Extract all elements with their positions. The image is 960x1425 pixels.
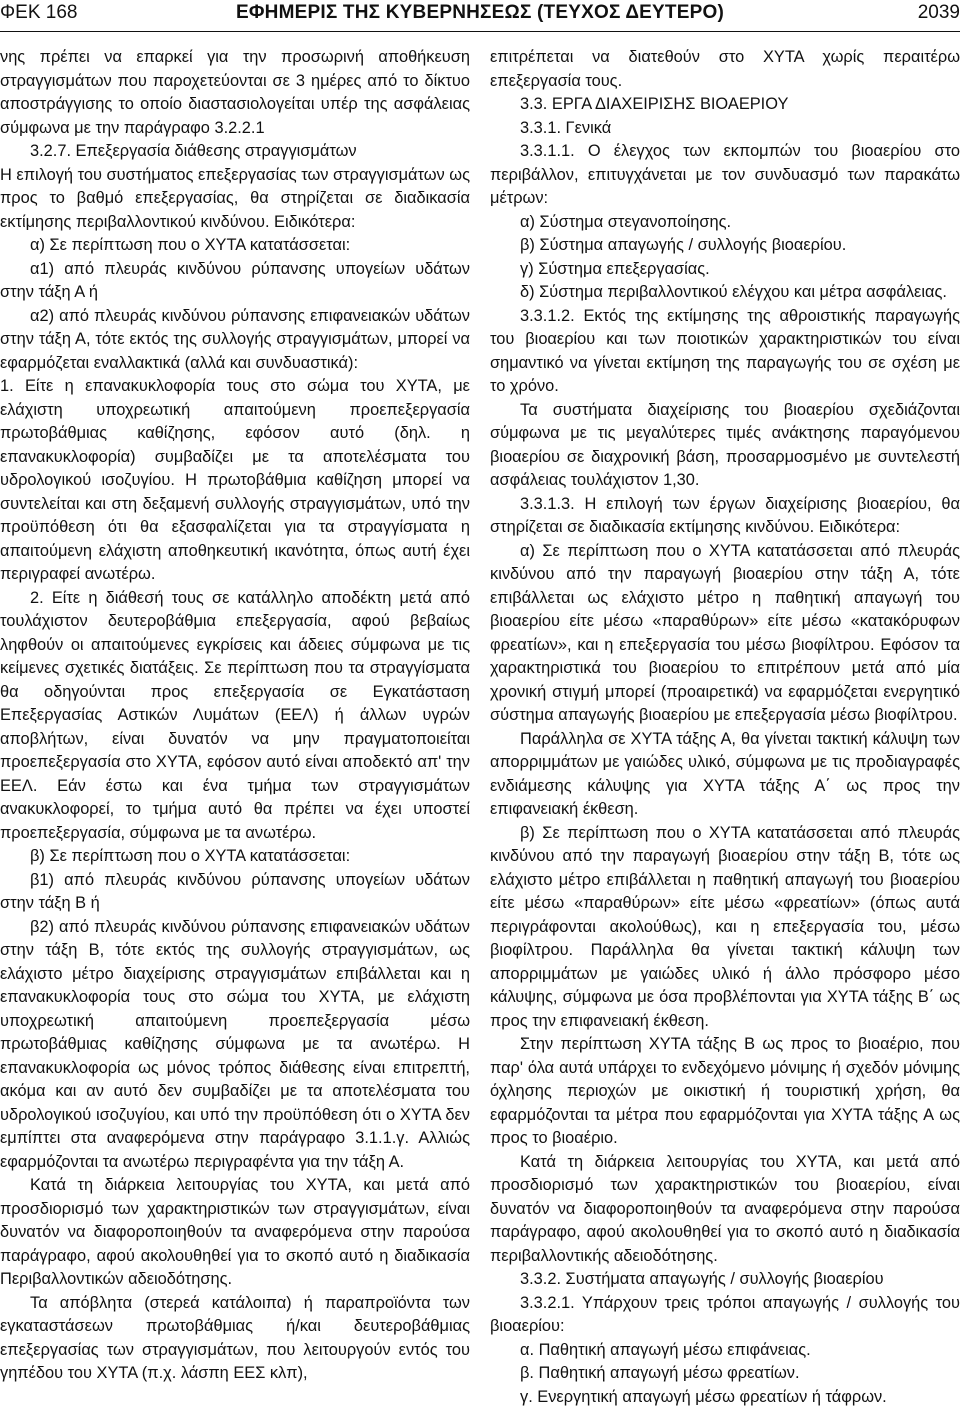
paragraph: α) Σύστημα στεγανοποίησης. bbox=[520, 212, 732, 231]
paragraph: νης πρέπει να επαρκεί για την προσωρινή αποθήκευση στραγγισμάτων που παροχετεύονται σε 3 ημέρες από το δίκτυο αποστράγγισης το οποίο διαστασιολογείται υπέρ της ασφάλειας σύμφωνα με την παράγραφο 3.2.2.1 bbox=[0, 48, 470, 137]
paragraph: 3.3.1.2. Εκτός της εκτίμησης της αθροιστικής παραγωγής του βιοαερίου και των ποιοτικών χαρακτηριστικών του είναι σημαντικό να γίνεται εκτίμηση της παραγωγής του σε σχέση με το χρόνο. bbox=[490, 306, 960, 395]
paragraph: α1) από πλευράς κινδύνου ρύπανσης υπογείων υδάτων στην τάξη Α ή bbox=[0, 259, 470, 301]
paragraph: β) Σύστημα απαγωγής / συλλογής βιοαερίου. bbox=[520, 236, 847, 254]
paragraph: Στην περίπτωση ΧΥΤΑ τάξης Β ως προς το βιοαέριο, που παρ' όλα αυτά υπάρχει το ενδεχόμενο μόνιμης ή σχεδόν μόνιμης όχλησης περιοχών με οικιστική ή τουριστική χρήση, θα εφαρμόζονται τα μέτρα που εφαρμόζονται για ΧΥΤΑ τάξης Α ως προς το βιοαέριο. bbox=[490, 1035, 960, 1147]
paragraph: δ) Σύστημα περιβαλλοντικού ελέγχου και μέτρα ασφάλειας. bbox=[520, 283, 947, 301]
paragraph: β) Σε περίπτωση που ο ΧΥΤΑ κατατάσσεται: bbox=[30, 847, 351, 865]
paragraph: γ. Ενεργητική απαγωγή μέσω φρεατίων ή τάφρων. bbox=[520, 1387, 887, 1406]
paragraph: 2. Είτε η διάθεσή τους σε κατάλληλο αποδέκτη μετά από τουλάχιστον δευτεροβάθμια επεξεργασία, αφού βεβαίως ληφθούν οι απαιτούμενες εγκρίσεις και άδειες σύμφωνα με τις κείμενες σχετικές διατάξεις. Σε περίπτωση που τα στραγγίσματα θα οδηγούνται προς επεξεργασία σε Εγκατάσταση Επεξεργασίας Αστικών Λυμάτων (ΕΕΛ) ή άλλων υγρών αποβλήτων, είναι δυνατόν να μην πραγματοποιείται προεπεξεργασία στο ΧΥΤΑ, εφόσον αυτό είναι αποδεκτό απ' την ΕΕΛ. Εάν έστω και ένα τμήμα των στραγγισμάτων ανακυκλοφορεί, το τμήμα αυτό θα πρέπει να έχει υποστεί προεπεξεργασία, σύμφωνα με τα ανωτέρω. bbox=[0, 588, 470, 842]
paragraph: β. Παθητική απαγωγή μέσω φρεατίων. bbox=[520, 1364, 800, 1382]
paragraph: β2) από πλευράς κινδύνου ρύπανσης επιφανειακών υδάτων στην τάξη Β, τότε εκτός της συλλογής στραγγισμάτων, ως ελάχιστο μέτρο διαχείρισης στραγγισμάτων επιβάλλεται και η επανακυκλοφορία τους στο σώμα του ΧΥΤΑ, με ελάχιστη υποχρεωτική απαιτούμενη προεπεξεργασία μέσω πρωτοβάθμιας καθίζησης σύμφωνα με τα ανωτέρω. Η επανακυκλοφορία ως μόνος τρόπος διάθεσης είναι επιτρεπτή, ακόμα και αν αυτό δεν συμβαδίζει με τα αποτελέσματα του υδρολογικού ισοζυγίου, και υπό την προϋπόθεση ότι ο ΧΥΤΑ δεν εμπίπτει στα αναφερόμενα στην παράγραφο 3.1.1.γ. Αλλιώς εφαρμόζονται τα ανωτέρω περιγραφέντα για την τάξη Α. bbox=[0, 917, 470, 1171]
publication-title: ΕΦΗΜΕΡΙΣ ΤΗΣ ΚΥΒΕΡΝΗΣΕΩΣ (ΤΕΥΧΟΣ ΔΕΥΤΕΡΟ) bbox=[236, 2, 724, 23]
right-column bbox=[490, 46, 960, 1424]
paragraph: γ) Σύστημα επεξεργασίας. bbox=[520, 259, 710, 278]
left-column bbox=[0, 46, 470, 1424]
paragraph: Κατά τη διάρκεια λειτουργίας του ΧΥΤΑ, και μετά από προσδιορισμό των χαρακτηριστικών του βιοαερίου, είναι δυνατόν να διαφοροποιηθούν τα αναφερόμενα στην παρούσα παράγραφο, αφού ακολουθηθεί για το σκοπό αυτό η διαδικασία περιβαλλοντικής αδειοδότησης. bbox=[490, 1152, 960, 1265]
paragraph: α2) από πλευράς κινδύνου ρύπανσης επιφανειακών υδάτων στην τάξη Α, τότε εκτός της συλλογής στραγγισμάτων, μπορεί να εφαρμόζεται εναλλακτικά (αλλά και συνδυαστικά): bbox=[0, 306, 470, 372]
page-header bbox=[0, 0, 960, 30]
paragraph: Τα συστήματα διαχείρισης του βιοαερίου σχεδιάζονται σύμφωνα με τις μεγαλύτερες τιμές ανάκτησης παραγόμενου βιοαερίου σε διαχρονική βάση, προσαρμοσμένο με συντελεστή ασφάλειας τουλάχιστον 1,30. bbox=[490, 400, 960, 489]
paragraph: α) Σε περίπτωση που ο ΧΥΤΑ κατατάσσεται: bbox=[30, 236, 351, 254]
paragraph: 3.3.1.3. Η επιλογή των έργων διαχείρισης βιοαερίου, θα στηρίζεται σε διαδικασία εκτίμησης κινδύνου. Ειδικότερα: bbox=[490, 494, 960, 536]
page-number: 2039 bbox=[917, 2, 960, 23]
paragraph: 3.3.1.1. Ο έλεγχος των εκπομπών του βιοαερίου στο περιβάλλον, επιτυγχάνεται με τον συνδυασμό των παρακάτω μέτρων: bbox=[490, 142, 960, 207]
paragraph: α) Σε περίπτωση που ο ΧΥΤΑ κατατάσσεται από πλευράς κινδύνου από την παραγωγή βιοαερίου στην τάξη Α, τότε επιβάλλεται ως ελάχιστο μέτρο η παθητική απαγωγή του βιοαερίου είτε μέσω «παραθύρων» είτε μέσω «κατακόρυφων φρεατίων», και η επεξεργασία του μέσω βιοφίλτρου. Εφόσον τα χαρακτηριστικά του βιοαερίου το επιτρέπουν μετά από μία χρονική στιγμή μπορεί (προαιρετικά) να εφαρμόζεται ενεργητικό σύστημα απαγωγής βιοαερίου με επεξεργασία μέσω βιοφίλτρου. bbox=[490, 541, 960, 724]
paragraph: Τα απόβλητα (στερεά κατάλοιπα) ή παραπροϊόντα των εγκαταστάσεων πρωτοβάθμιας ή/και δευτεροβάθμιας επεξεργασίας των στραγγισμάτων, που λειτουργούν εντός του γηπέδου του ΧΥΤΑ (π.χ. λάσπη ΕΕΣ κλπ), bbox=[0, 1293, 470, 1382]
paragraph: Κατά τη διάρκεια λειτουργίας του ΧΥΤΑ, και μετά από προσδιορισμό των χαρακτηριστικών των στραγγισμάτων, είναι δυνατόν να διαφοροποιηθούν τα αναφερόμενα στην παρούσα παράγραφο, αφού ακολουθηθεί για το σκοπό αυτό η διαδικασία Περιβαλλοντικών αδειοδότησης. bbox=[0, 1176, 470, 1288]
paragraph: 3.3.2.1. Υπάρχουν τρεις τρόποι απαγωγής / συλλογής του βιοαερίου: bbox=[490, 1293, 960, 1335]
header-rule bbox=[0, 31, 960, 32]
paragraph: επιτρέπεται να διατεθούν στο ΧΥΤΑ χωρίς περαιτέρω επεξεργασία τους. bbox=[490, 48, 960, 90]
paragraph: 3.2.7. Επεξεργασία διάθεσης στραγγισμάτων bbox=[30, 142, 357, 160]
paragraph: α. Παθητική απαγωγή μέσω επιφάνειας. bbox=[520, 1340, 811, 1359]
paragraph: 3.3.2. Συστήματα απαγωγής / συλλογής βιοαερίου bbox=[520, 1270, 884, 1288]
paragraph: Παράλληλα σε ΧΥΤΑ τάξης Α, θα γίνεται τακτική κάλυψη των απορριμμάτων με γαιώδες υλικό, σύμφωνα με τις προδιαγραφές ενδιάμεσης κάλυψης για ΧΥΤΑ τάξης Α΄ ως προς την επιφανειακή έκθεση. bbox=[490, 729, 960, 818]
paragraph: β) Σε περίπτωση που ο ΧΥΤΑ κατατάσσεται από πλευράς κινδύνου από την παραγωγή βιοαερίου στην τάξη Β, τότε ως ελάχιστο μέτρο επιβάλλεται η παθητική απαγωγή του βιοαερίου είτε μέσω «παραθύρων» είτε μέσω «φρεατίων» (όπως αυτά περιγράφονται ακολούθως), και η επεξεργασία του, μέσω βιοφίλτρου. Παράλληλα θα γίνεται τακτική κάλυψη των απορριμμάτων με γαιώδες υλικό ή άλλο πρόσφορο μέσο κάλυψης, σύμφωνα με όσα προβλέπονται για ΧΥΤΑ τάξης Β΄ ως προς την επιφανειακή έκθεση. bbox=[490, 823, 960, 1030]
paragraph: β1) από πλευράς κινδύνου ρύπανσης υπογείων υδάτων στην τάξη Β ή bbox=[0, 870, 470, 912]
paragraph: 3.3. ΕΡΓΑ ΔΙΑΧΕΙΡΙΣΗΣ ΒΙΟΑΕΡΙΟΥ bbox=[520, 95, 789, 113]
paragraph: Η επιλογή του συστήματος επεξεργασίας των στραγγισμάτων ως προς το βαθμό επεξεργασίας, θα στηρίζεται σε διαδικασία εκτίμησης περιβαλλοντικού κινδύνου. Ειδικότερα: bbox=[0, 165, 470, 231]
paragraph: 3.3.1. Γενικά bbox=[520, 118, 612, 137]
paragraph: 1. Είτε η επανακυκλοφορία τους στο σώμα του ΧΥΤΑ, με ελάχιστη υποχρεωτική απαιτούμενη προεπεξεργασία πρωτοβάθμιας καθίζησης, εφόσον αυτό (δηλ. η επανακυκλοφορία) συμβαδίζει με τα αποτελέσματα του υδρολογικού ισοζυγίου. Η πρωτοβάθμια καθίζηση μπορεί να συντελείται και στη δεξαμενή συλλογής στραγγισμάτων, υπό την προϋπόθεση ότι θα εξασφαλίζεται για τα στραγγίσματα η απαιτούμενη ελάχιστη αποθηκευτική ικανότητα, όπως αυτή έχει περιγραφεί ανωτέρω. bbox=[0, 377, 470, 583]
page-code: ΦΕΚ 168 bbox=[0, 2, 78, 23]
